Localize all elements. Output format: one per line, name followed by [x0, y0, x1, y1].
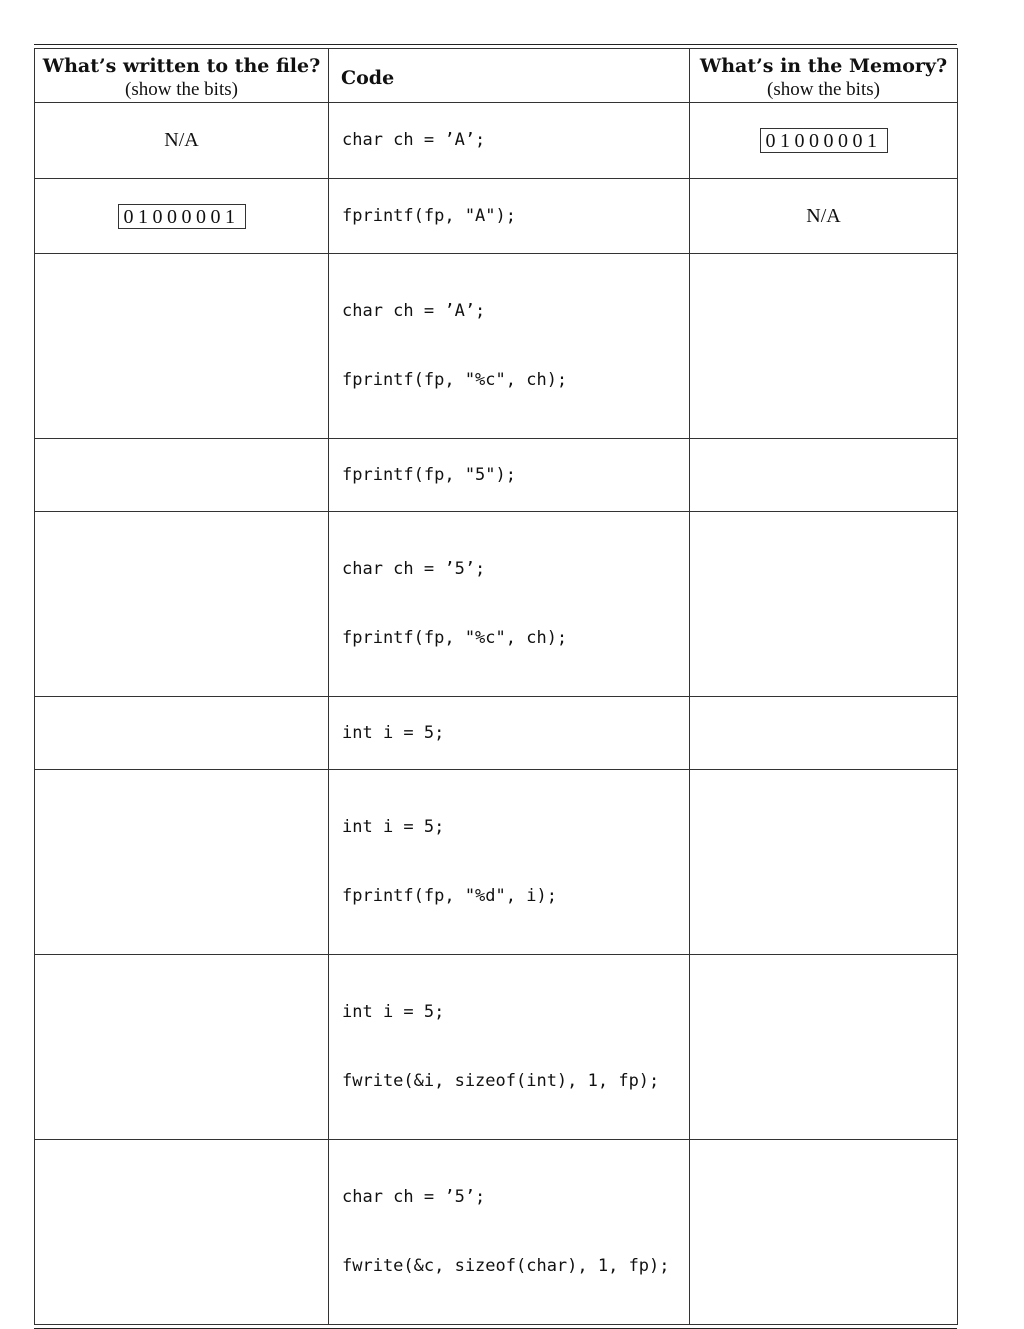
memory-cell[interactable]: [690, 512, 958, 697]
table-row: [35, 697, 958, 770]
code-cell: [329, 697, 690, 770]
code-line: fprintf(fp, "%c", ch);: [342, 370, 568, 390]
file-cell[interactable]: [35, 103, 329, 179]
file-header: [35, 49, 329, 103]
code-cell: [329, 179, 690, 254]
top-rule: [34, 44, 957, 45]
file-cell[interactable]: [35, 254, 329, 439]
file-header-title: What’s written to the file?: [42, 55, 321, 77]
code-cell: [329, 1140, 690, 1325]
memory-cell[interactable]: [690, 254, 958, 439]
table-row: [35, 103, 958, 179]
code-line: fprintf(fp, "%c", ch);: [342, 628, 568, 648]
file-cell[interactable]: [35, 439, 329, 512]
bits-table: [34, 48, 958, 1325]
memory-bits-box: 01000001: [760, 128, 888, 153]
memory-cell[interactable]: [690, 103, 958, 179]
code-line: char ch = ’A’;: [342, 301, 486, 321]
code-line: int i = 5;: [342, 817, 445, 837]
code-cell: [329, 254, 690, 439]
table-row: [35, 1140, 958, 1325]
code-line: fwrite(&c, sizeof(char), 1, fp);: [342, 1256, 670, 1276]
code-cell: [329, 955, 690, 1140]
memory-header-subtitle: (show the bits): [767, 79, 880, 100]
file-cell[interactable]: [35, 955, 329, 1140]
code-line: fwrite(&i, sizeof(int), 1, fp);: [342, 1071, 660, 1091]
table-row: [35, 955, 958, 1140]
code-line: fprintf(fp, "5");: [342, 464, 516, 485]
code-cell: [329, 103, 690, 179]
memory-value: N/A: [806, 204, 841, 227]
table-row: [35, 512, 958, 697]
code-line: fprintf(fp, "%d", i);: [342, 886, 557, 906]
file-cell[interactable]: [35, 697, 329, 770]
code-cell: [329, 770, 690, 955]
code-line: int i = 5;: [342, 722, 445, 743]
worksheet: [34, 44, 957, 1329]
memory-cell[interactable]: [690, 770, 958, 955]
memory-header-title: What’s in the Memory?: [699, 55, 948, 77]
file-cell[interactable]: [35, 1140, 329, 1325]
memory-cell[interactable]: [690, 697, 958, 770]
memory-cell[interactable]: [690, 955, 958, 1140]
memory-cell[interactable]: [690, 1140, 958, 1325]
code-line: int i = 5;: [342, 1002, 445, 1022]
table-row: [35, 179, 958, 254]
code-header: [329, 49, 690, 103]
file-cell[interactable]: [35, 512, 329, 697]
code-cell: [329, 439, 690, 512]
code-line: fprintf(fp, "A");: [342, 205, 516, 226]
table-row: [35, 254, 958, 439]
file-cell[interactable]: [35, 179, 329, 254]
file-bits-box: 01000001: [118, 204, 246, 229]
code-line: char ch = ’5’;: [342, 559, 486, 579]
header-row: [35, 49, 958, 103]
file-header-subtitle: (show the bits): [125, 79, 238, 100]
code-cell: [329, 512, 690, 697]
code-line: char ch = ’5’;: [342, 1187, 486, 1207]
code-header-title: Code: [341, 67, 395, 89]
table-row: [35, 439, 958, 512]
code-line: char ch = ’A’;: [342, 130, 486, 150]
file-cell[interactable]: [35, 770, 329, 955]
memory-cell[interactable]: [690, 439, 958, 512]
memory-cell[interactable]: [690, 179, 958, 254]
memory-header: [690, 49, 958, 103]
file-value: N/A: [164, 129, 199, 151]
table-row: [35, 770, 958, 955]
